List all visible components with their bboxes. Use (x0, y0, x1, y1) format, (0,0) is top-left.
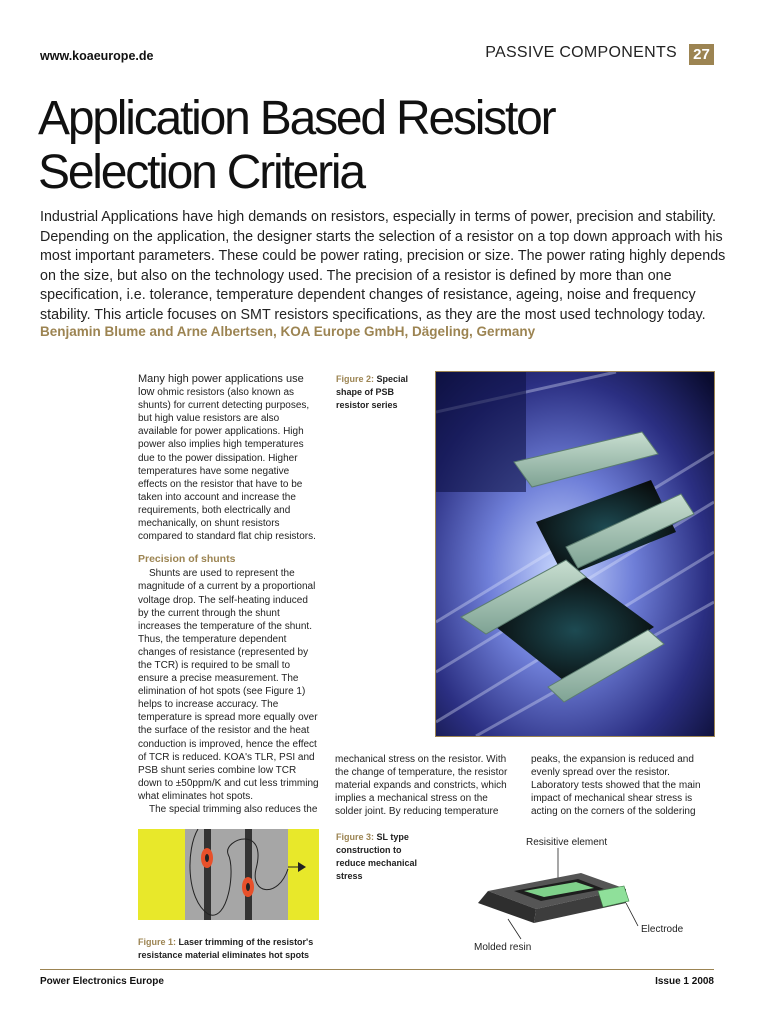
figure-2-text: Special shape of PSB resistor series (336, 374, 409, 410)
label-resistive-element: Resisitive element (526, 837, 608, 848)
figure-3-caption (336, 831, 426, 883)
body-column-1 (138, 373, 320, 816)
article-intro: Industrial Applications have high demands on resistors, especially in terms of power, precision and stability. Depending on the application, the designer starts the selection of a resistor on a top down approach with his most important parameters. These could be power rating, precision or size. The power rating highly depends on the size, but also on the technology used. The precision of a resistor is defined by more than one specification, i.e. tolerance, temperature dependent changes of resistance, ageing, noise and frequency stability. This article focuses on SMT resistors specifications, as they are the most used technology today. (40, 209, 726, 323)
figure-3-diagram (466, 831, 716, 956)
section-title: PASSIVE COMPONENTS (485, 44, 677, 61)
body-column-3: peaks, the expansion is reduced and evenly spread over the resistor. Laboratory tests showed that the main impact of mechanical shear stress is acting on the corners of the soldering (531, 754, 701, 818)
figure-2-caption (336, 373, 424, 412)
article-authors: Benjamin Blume and Arne Albertsen, KOA Europe GmbH, Dägeling, Germany (40, 324, 536, 339)
col1-paragraph-1 (138, 373, 320, 543)
figure-2-photo (435, 371, 715, 737)
label-molded-resin: Molded resin (474, 942, 532, 953)
figure-2-label: Figure 2: (336, 374, 375, 384)
psb-resistor-photo-image (436, 372, 714, 736)
title-line-2: Selection Criteria (38, 146, 364, 199)
col1-paragraph-2: Shunts are used to represent the magnitude of a current by a proportional voltage drop. The self-heating induced by the current through the shunt increases the temperature of the shunt. Thus, the temperature dependent changes of resistance (represented by the TCR) is required to be small to ensure a precise measurement. The elimination of hot spots (see Figure 1) helps to increase accuracy. The temperature is spread more equally over the surface of the resistor and the heat conduction is improved, hence the effect of TCR is reduced. KOA's TLR, PSI and PSB shunt series combine low TCR down to ±50ppm/K and cut less trimming what eliminates hot spots. (138, 568, 319, 802)
footer-rule (40, 969, 714, 970)
footer-publication: Power Electronics Europe (40, 976, 164, 987)
subheading-precision-of-shunts: Precision of shunts (138, 553, 236, 566)
label-electrode: Electrode (641, 924, 684, 935)
figure-1-text: Laser trimming of the resistor's resistance material eliminates hot spots (138, 937, 314, 960)
laser-trimming-diagram (138, 829, 319, 920)
page-number-badge: 27 (689, 44, 714, 65)
figure-3-label: Figure 3: (336, 832, 375, 842)
figure-1-label: Figure 1: (138, 937, 177, 947)
body-column-2: mechanical stress on the resistor. With the change of temperature, the resistor material expands and constricts, which implies a mechanical stress on the solder joint. By reducing temperature (335, 754, 508, 818)
figure-3-text: SL type construction to reduce mechanical stress (336, 832, 418, 881)
sl-type-construction-diagram (466, 831, 716, 956)
col1-paragraph-3: The special trimming also reduces the (149, 804, 318, 815)
figure-1-diagram (138, 829, 319, 920)
website-url[interactable]: www.koaeurope.de (40, 49, 154, 63)
col1-paragraph-1-text: ohmic resistors (also known as shunts) for current detecting purposes, but high value resistors are also available for power applications. High power also implies high temperatures due to the power dissipation. Higher temperatures have some negative effects on the resistor that have to be taken into account and increase the requirements, both electrically and mechanically, on shunt resistors compared to standard flat chip resistors. (138, 387, 316, 543)
col1-lead: Many high power applications use low (138, 373, 304, 399)
footer-issue: Issue 1 2008 (655, 976, 714, 987)
article-title (38, 92, 718, 200)
figure-1-caption (138, 936, 323, 962)
title-line-1: Application Based Resistor (38, 92, 555, 145)
